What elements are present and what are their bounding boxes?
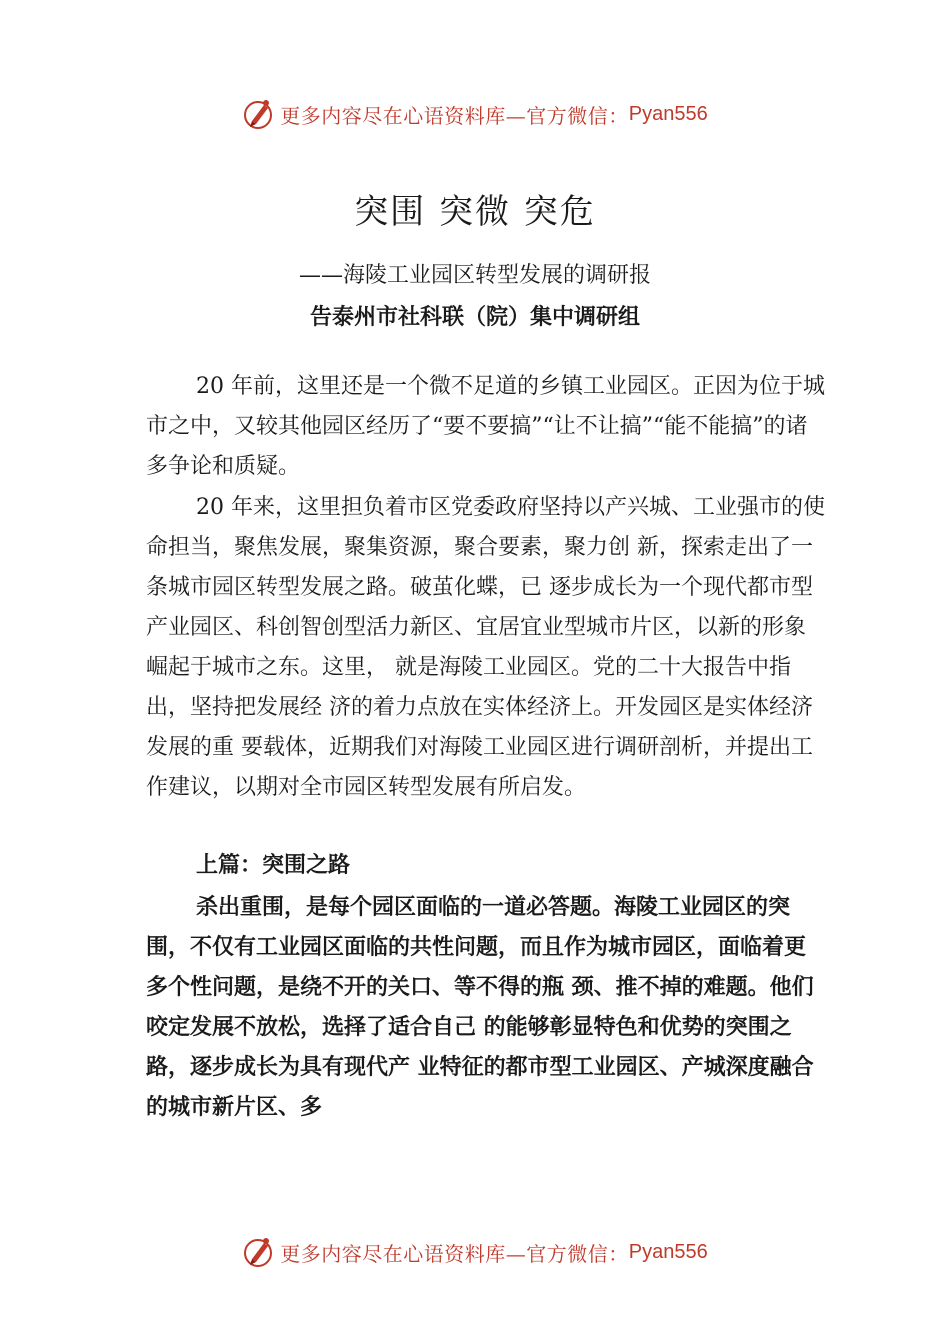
section-heading: 上篇：突围之路 bbox=[196, 853, 351, 878]
footer-banner bbox=[0, 1232, 950, 1272]
pen-logo-icon bbox=[242, 1235, 276, 1269]
paragraph-2 bbox=[146, 488, 826, 808]
paragraph-2-text: 20 年来，这里担负着市区党委政府坚持以产兴城、工业强市的使命担当，聚焦发展，聚集资源，聚合要素，聚力创 新，探索走出了一条城市园区转型发展之路。破茧化蝶，已 逐步成长为一个现代都市型产业园区、科创智创型活力新区、宜居宜业型城市片区，以新的形象崛起于城市之东。这里， 就是海陵工业园区。党的二十大报告中指出，坚持把发展经 济的着力点放在实体经济上。开发园区是实体经济发展的重 要载体，近期我们对海陵工业园区进行调研剖析，并提出工 作建议，以期对全市园区转型发展有所启发。 bbox=[146, 495, 825, 800]
banner-wechat-id: Pyan556 bbox=[628, 1240, 708, 1263]
paragraph-1-text: 20 年前，这里还是一个微不足道的乡镇工业园区。正因为位于城市之中，又较其他园区经历了“要不要搞”“让不让搞”“能不能搞”的诸多争论和质疑。 bbox=[146, 374, 825, 479]
document-author: 告泰州市社科联（院）集中调研组 bbox=[309, 304, 640, 330]
pen-logo-icon bbox=[242, 97, 276, 131]
header-banner bbox=[0, 94, 950, 134]
banner-wechat-id: Pyan556 bbox=[628, 102, 708, 125]
banner-text: 更多内容尽在心语资料库—官方微信： bbox=[280, 103, 629, 128]
paragraph-3-text: 杀出重围，是每个园区面临的一道必答题。海陵工业园区的突围，不仅有工业园区面临的共性问题，而且作为城市园区，面临着更多个性问题，是绕不开的关口、等不得的瓶 颈、推不掉的难题。他们咬定发展不放松，选择了适合自己 的能够彰显特色和优势的突围之路，逐步成长为具有现代产 业特征的都市型工业园区、产城深度融合的城市新片区、多 bbox=[146, 895, 814, 1120]
document-title: 突围 突微 突危 bbox=[354, 192, 596, 232]
document-subtitle: ——海陵工业园区转型发展的调研报 bbox=[298, 263, 651, 288]
banner-text: 更多内容尽在心语资料库—官方微信： bbox=[280, 1241, 629, 1266]
paragraph-3 bbox=[146, 888, 826, 1128]
paragraph-1 bbox=[146, 367, 826, 487]
